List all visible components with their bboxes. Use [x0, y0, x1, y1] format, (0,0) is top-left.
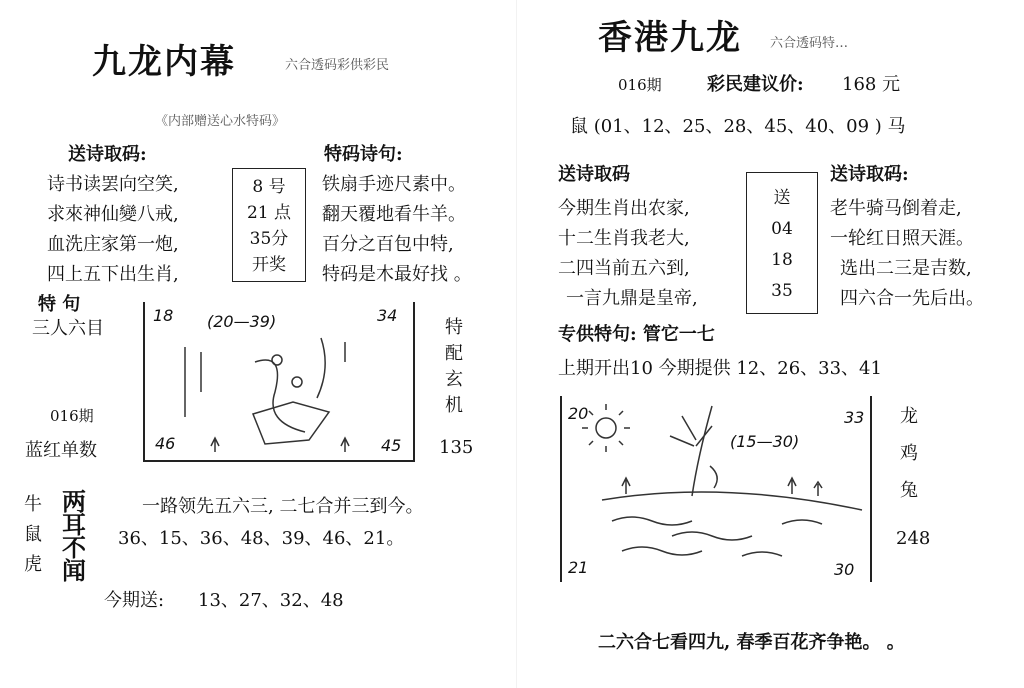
left-big-char: 耳 [62, 510, 86, 539]
right-poem1-line: 今期生肖出农家, [558, 198, 690, 219]
left-poem2-line: 翻天覆地看牛羊。 [322, 204, 466, 225]
left-special-text: 三人六目 [32, 318, 104, 339]
left-subtitle: 六合透码彩供彩民 [285, 58, 390, 73]
right-box-line: 18 [771, 250, 793, 270]
left-phrase: 一路领先五六三, 二七合并三到今。 [142, 496, 424, 517]
left-poem1-line: 诗书读罢向空笑, [47, 174, 179, 195]
left-issue: 016期 [50, 407, 94, 425]
right-poem2-line: 一轮红日照天涯。 [830, 228, 974, 249]
right-pic-drawing [562, 396, 870, 582]
left-pic-bottom-right-number: 45 [381, 436, 402, 455]
right-bottom-line: 二六合七看四九, 春季百花齐争艳。 。 [598, 632, 905, 653]
left-pic-top-left-number: 18 [153, 306, 174, 325]
right-poem1-line: 二四当前五六到, [558, 258, 690, 279]
left-pic-drawing [145, 302, 413, 460]
left-zodiac-char: 虎 [24, 554, 42, 575]
left-poem2-line: 铁扇手迹尺素中。 [322, 174, 466, 195]
right-sketch-picture [560, 396, 872, 582]
left-draw-time-box [232, 168, 306, 282]
right-poem2-heading: 送诗取码: [830, 164, 909, 185]
right-pic-top-left-number: 20 [568, 404, 589, 423]
right-rat-line: 鼠 (01、12、25、28、45、40、09 ) 马 [570, 116, 906, 137]
left-numbers: 36、15、36、48、39、46、21。 [118, 528, 405, 549]
right-pic-bottom-right-number: 30 [834, 560, 855, 579]
left-box-line: 开奖 [252, 255, 286, 275]
left-zodiac-list [24, 490, 42, 580]
right-side-char: 龙 [900, 406, 918, 427]
right-pic-range: (15—30) [730, 432, 800, 451]
left-sketch-picture [143, 302, 415, 462]
left-pic-range: (20—39) [207, 312, 277, 331]
left-side-char: 配 [445, 343, 463, 364]
left-pic-bottom-left-number: 46 [155, 434, 176, 453]
right-box-line: 35 [771, 281, 793, 301]
left-big-char: 闻 [62, 556, 86, 585]
left-big-char: 不 [62, 533, 86, 562]
left-poem2-heading: 特码诗句: [324, 144, 403, 165]
left-send-numbers: 13、27、32、48 [198, 590, 344, 611]
right-side-char: 鸡 [900, 443, 918, 464]
left-title: 九龙内幕 [92, 42, 236, 82]
right-price-label: 彩民建议价: [707, 74, 804, 95]
left-big-vertical [62, 487, 86, 585]
right-poem1-heading: 送诗取码 [558, 164, 630, 185]
right-issue: 016期 [618, 76, 662, 94]
left-zodiac-char: 牛 [24, 494, 42, 515]
right-subtitle: 六合透码特… [770, 36, 849, 51]
right-title: 香港九龙 [598, 18, 742, 58]
right-pic-bottom-left-number: 21 [568, 558, 589, 577]
right-price-value: 168 元 [842, 74, 901, 95]
left-box-line: 21 点 [246, 203, 292, 223]
left-box-line: 35分 [249, 229, 289, 249]
right-side-char: 兔 [900, 480, 918, 501]
right-poem1-line: 十二生肖我老大, [558, 228, 690, 249]
column-divider [516, 0, 517, 688]
left-poem1-line: 血洗庄家第一炮, [47, 234, 179, 255]
left-send-label: 今期送: [104, 590, 165, 611]
right-side-vertical [900, 398, 918, 509]
left-side-number: 135 [439, 437, 474, 458]
left-poem1-heading: 送诗取码: [68, 144, 147, 165]
left-side-char: 特 [445, 317, 463, 338]
left-zodiac-char: 鼠 [24, 524, 42, 545]
left-banner: 《内部赠送心水特码》 [155, 114, 286, 129]
left-pic-top-right-number: 34 [377, 306, 398, 325]
right-poem2-line: 老牛骑马倒着走, [830, 198, 962, 219]
left-poem2-line: 百分之百包中特, [322, 234, 454, 255]
left-special-heading: 特 句 [38, 294, 81, 315]
left-poem2-line: 特码是木最好找 。 [322, 264, 472, 285]
left-poem1-line: 求來神仙變八戒, [47, 204, 179, 225]
right-poem2-line: 选出二三是吉数, [840, 258, 972, 279]
right-side-number: 248 [896, 528, 931, 549]
right-special-line: 专供特句: 管它一七 [558, 324, 715, 345]
left-poem1-line: 四上五下出生肖, [47, 264, 179, 285]
left-red-blue: 蓝红单数 [25, 440, 97, 461]
left-side-char: 机 [445, 395, 463, 416]
right-send-box [746, 172, 818, 314]
right-poem1-line: 一言九鼎是皇帝, [566, 288, 698, 309]
left-side-vertical [445, 315, 463, 419]
right-box-line: 送 [773, 188, 791, 208]
left-box-line: 8 号 [252, 177, 286, 197]
right-pic-top-right-number: 33 [844, 408, 865, 427]
right-box-line: 04 [771, 219, 793, 239]
right-last-issue-line: 上期开出10 今期提供 12、26、33、41 [558, 358, 882, 379]
left-side-char: 玄 [445, 369, 463, 390]
right-poem2-line: 四六合一先后出。 [840, 288, 984, 309]
left-big-char: 两 [62, 487, 86, 516]
